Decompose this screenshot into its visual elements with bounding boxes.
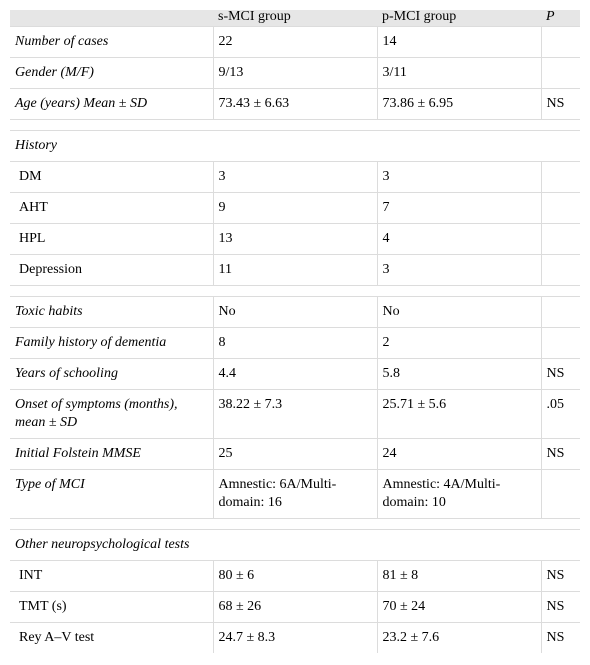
s-mci-value: 8 bbox=[213, 328, 377, 359]
table-row bbox=[10, 224, 580, 255]
s-mci-value: 68 ± 26 bbox=[213, 592, 377, 623]
table-row bbox=[10, 193, 580, 224]
s-mci-value: 25 bbox=[213, 439, 377, 470]
p-mci-value: 4 bbox=[377, 224, 541, 255]
p-value bbox=[541, 255, 580, 286]
p-value bbox=[541, 58, 580, 89]
p-mci-value: 7 bbox=[377, 193, 541, 224]
row-label: HPL bbox=[10, 224, 213, 255]
row-label: Toxic habits bbox=[10, 297, 213, 328]
row-label: AHT bbox=[10, 193, 213, 224]
p-value: NS bbox=[541, 561, 580, 592]
s-mci-value: 3 bbox=[213, 162, 377, 193]
s-mci-value: 4.4 bbox=[213, 359, 377, 390]
p-value bbox=[541, 328, 580, 359]
row-label: Rey A–V test bbox=[10, 623, 213, 654]
table-header bbox=[10, 10, 580, 27]
p-value: NS bbox=[541, 359, 580, 390]
section-label: History bbox=[10, 131, 580, 162]
row-label: Number of cases bbox=[10, 27, 213, 58]
table-row bbox=[10, 623, 580, 654]
s-mci-value: 11 bbox=[213, 255, 377, 286]
s-mci-value: 9 bbox=[213, 193, 377, 224]
p-mci-value: 73.86 ± 6.95 bbox=[377, 89, 541, 120]
spacer-row bbox=[10, 120, 580, 131]
p-value bbox=[541, 193, 580, 224]
row-label: TMT (s) bbox=[10, 592, 213, 623]
p-mci-value: 23.2 ± 7.6 bbox=[377, 623, 541, 654]
s-mci-value: 9/13 bbox=[213, 58, 377, 89]
p-mci-value: 24 bbox=[377, 439, 541, 470]
row-label: Initial Folstein MMSE bbox=[10, 439, 213, 470]
row-label: Depression bbox=[10, 255, 213, 286]
p-value: NS bbox=[541, 439, 580, 470]
table-row bbox=[10, 390, 580, 439]
row-label: Family history of dementia bbox=[10, 328, 213, 359]
s-mci-value: 80 ± 6 bbox=[213, 561, 377, 592]
s-mci-value: 38.22 ± 7.3 bbox=[213, 390, 377, 439]
section-row bbox=[10, 131, 580, 162]
p-mci-value: Amnestic: 4A/Multi-domain: 10 bbox=[377, 470, 541, 519]
p-mci-value: 70 ± 24 bbox=[377, 592, 541, 623]
p-mci-value: 3 bbox=[377, 255, 541, 286]
table-row bbox=[10, 561, 580, 592]
table-row bbox=[10, 359, 580, 390]
s-mci-value: Amnestic: 6A/Multi-domain: 16 bbox=[213, 470, 377, 519]
p-value: NS bbox=[541, 623, 580, 654]
table-row bbox=[10, 592, 580, 623]
p-value: NS bbox=[541, 592, 580, 623]
table-row bbox=[10, 255, 580, 286]
p-mci-value: 3/11 bbox=[377, 58, 541, 89]
spacer-cell bbox=[10, 120, 580, 131]
p-value: NS bbox=[541, 89, 580, 120]
s-mci-value: 13 bbox=[213, 224, 377, 255]
p-value: .05 bbox=[541, 390, 580, 439]
p-mci-value: No bbox=[377, 297, 541, 328]
spacer-cell bbox=[10, 286, 580, 297]
p-value bbox=[541, 162, 580, 193]
s-mci-value: 73.43 ± 6.63 bbox=[213, 89, 377, 120]
table-row bbox=[10, 470, 580, 519]
spacer-cell bbox=[10, 519, 580, 530]
p-mci-value: 25.71 ± 5.6 bbox=[377, 390, 541, 439]
s-mci-value: 24.7 ± 8.3 bbox=[213, 623, 377, 654]
row-label: Age (years) Mean ± SD bbox=[10, 89, 213, 120]
p-value bbox=[541, 224, 580, 255]
p-mci-value: 3 bbox=[377, 162, 541, 193]
header-cell-s-mci: s-MCI group bbox=[213, 10, 377, 27]
row-label: Onset of symptoms (months), mean ± SD bbox=[10, 390, 213, 439]
p-value bbox=[541, 470, 580, 519]
table-row bbox=[10, 162, 580, 193]
table-row bbox=[10, 58, 580, 89]
p-mci-value: 5.8 bbox=[377, 359, 541, 390]
header-cell-p-mci: p-MCI group bbox=[377, 10, 541, 27]
mci-comparison-table bbox=[10, 10, 580, 653]
spacer-row bbox=[10, 286, 580, 297]
table-row bbox=[10, 89, 580, 120]
section-row bbox=[10, 530, 580, 561]
table-body bbox=[10, 27, 580, 654]
header-cell-p-value: P bbox=[541, 10, 580, 27]
row-label: INT bbox=[10, 561, 213, 592]
p-mci-value: 81 ± 8 bbox=[377, 561, 541, 592]
row-label: Gender (M/F) bbox=[10, 58, 213, 89]
table-row bbox=[10, 27, 580, 58]
section-label: Other neuropsychological tests bbox=[10, 530, 580, 561]
table-row bbox=[10, 297, 580, 328]
row-label: DM bbox=[10, 162, 213, 193]
table-row bbox=[10, 328, 580, 359]
table-row bbox=[10, 439, 580, 470]
p-value bbox=[541, 297, 580, 328]
s-mci-value: 22 bbox=[213, 27, 377, 58]
s-mci-value: No bbox=[213, 297, 377, 328]
p-mci-value: 2 bbox=[377, 328, 541, 359]
row-label: Years of schooling bbox=[10, 359, 213, 390]
p-mci-value: 14 bbox=[377, 27, 541, 58]
p-value bbox=[541, 27, 580, 58]
row-label: Type of MCI bbox=[10, 470, 213, 519]
spacer-row bbox=[10, 519, 580, 530]
header-cell-label bbox=[10, 10, 213, 27]
header-row bbox=[10, 10, 580, 27]
